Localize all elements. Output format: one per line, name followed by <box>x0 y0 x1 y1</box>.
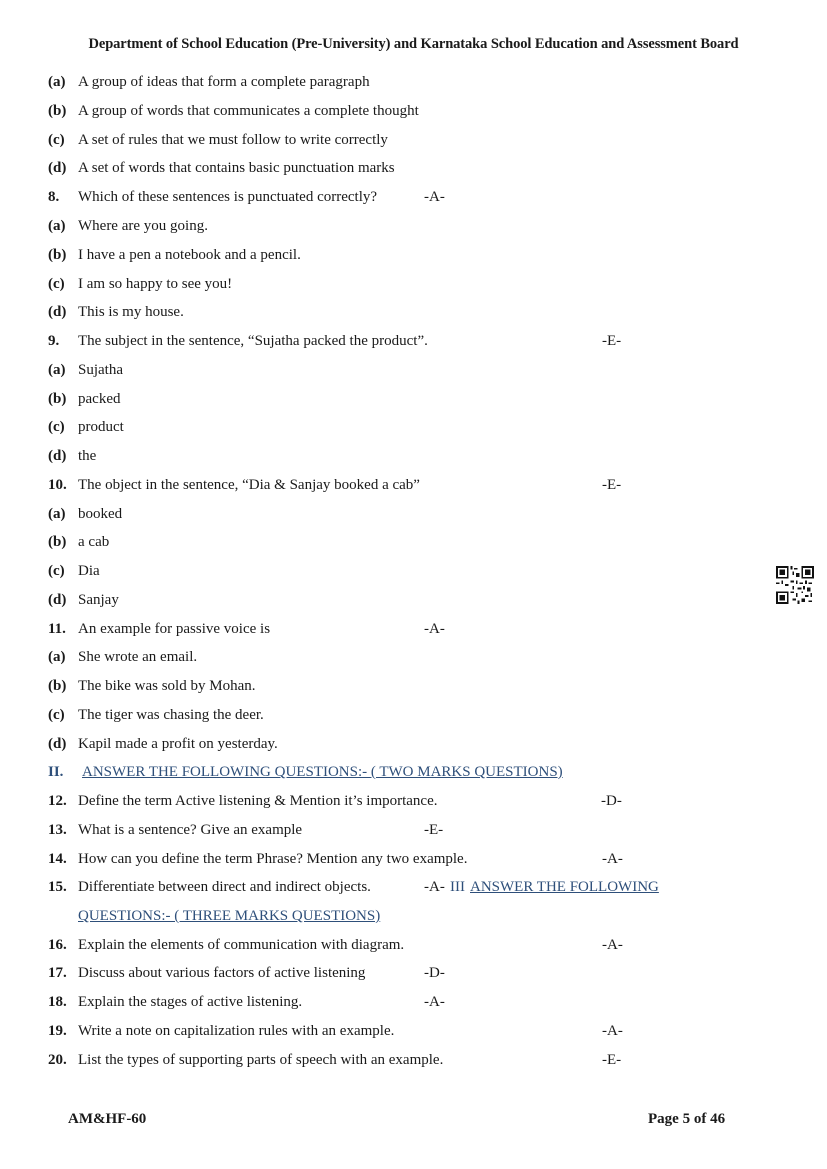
item-number: (a) <box>48 649 66 665</box>
item-number: (a) <box>48 218 66 234</box>
question-number: 12. <box>48 793 67 809</box>
question-number: 18. <box>48 994 67 1010</box>
item-number: (c) <box>48 276 65 292</box>
item-text: A set of words that contains basic punctuation marks <box>78 160 395 176</box>
difficulty-mark: -D- <box>424 965 445 981</box>
item-number: (d) <box>48 736 67 752</box>
item-number: (c) <box>48 132 65 148</box>
item-number: (a) <box>48 506 66 522</box>
qr-code-icon <box>776 566 814 604</box>
item-text: Sujatha <box>78 362 123 378</box>
section-title-link[interactable]: ANSWER THE FOLLOWING QUESTIONS:- ( TWO MARKS QUESTIONS) <box>82 764 563 780</box>
section-title-link[interactable]: ANSWER THE FOLLOWING <box>470 879 659 895</box>
question-text: Define the term Active listening & Mention it’s importance. <box>78 793 438 809</box>
item-text: a cab <box>78 534 110 550</box>
difficulty-mark: -E- <box>602 1052 622 1068</box>
item-text: Kapil made a profit on yesterday. <box>78 736 278 752</box>
difficulty-mark: -A- <box>424 189 445 205</box>
question-text: How can you define the term Phrase? Mention any two example. <box>78 851 468 867</box>
item-number: (b) <box>48 103 67 119</box>
question-text: The subject in the sentence, “Sujatha packed the product”. <box>78 333 428 349</box>
item-number: (d) <box>48 304 67 320</box>
question-number: 8. <box>48 189 60 205</box>
page-number: Page 5 of 46 <box>648 1111 726 1127</box>
section-number: II. <box>48 764 64 780</box>
item-text: A group of words that communicates a complete thought <box>78 103 419 119</box>
item-text: I have a pen a notebook and a pencil. <box>78 247 301 263</box>
item-number: (a) <box>48 74 66 90</box>
difficulty-mark: -A- <box>602 937 623 953</box>
item-number: (a) <box>48 362 66 378</box>
question-text: Write a note on capitalization rules with an example. <box>78 1023 395 1039</box>
difficulty-mark: -A- <box>602 851 623 867</box>
question-number: 17. <box>48 965 67 981</box>
question-text: Explain the stages of active listening. <box>78 994 303 1010</box>
difficulty-mark: -A- <box>424 879 445 895</box>
item-number: (c) <box>48 419 65 435</box>
item-text: packed <box>78 391 121 407</box>
question-text: List the types of supporting parts of speech with an example. <box>78 1052 444 1068</box>
item-number: (d) <box>48 160 67 176</box>
item-number: (c) <box>48 563 65 579</box>
question-text: Which of these sentences is punctuated correctly? <box>78 189 378 205</box>
item-text: She wrote an email. <box>78 649 198 665</box>
item-text: The bike was sold by Mohan. <box>78 678 256 694</box>
difficulty-mark: -E- <box>602 333 622 349</box>
difficulty-mark: -A- <box>424 994 445 1010</box>
question-text: An example for passive voice is <box>78 621 271 637</box>
question-number: 20. <box>48 1052 67 1068</box>
item-text: Sanjay <box>78 592 119 608</box>
item-text: The tiger was chasing the deer. <box>78 707 264 723</box>
item-number: (b) <box>48 678 67 694</box>
item-number: (b) <box>48 534 67 550</box>
item-number: (c) <box>48 707 65 723</box>
item-text: the <box>78 448 97 464</box>
difficulty-mark: -D- <box>601 793 622 809</box>
question-number: 14. <box>48 851 67 867</box>
question-number: 9. <box>48 333 60 349</box>
item-number: (b) <box>48 391 67 407</box>
item-text: product <box>78 419 124 435</box>
question-number: 13. <box>48 822 67 838</box>
difficulty-mark: -A- <box>602 1023 623 1039</box>
item-text: I am so happy to see you! <box>78 276 233 292</box>
item-number: (d) <box>48 592 67 608</box>
question-number: 19. <box>48 1023 67 1039</box>
difficulty-mark: -A- <box>424 621 445 637</box>
question-text: Discuss about various factors of active listening <box>78 965 366 981</box>
question-number: 15. <box>48 879 67 895</box>
page-header: Department of School Education (Pre-University) and Karnataka School Education and Assessment Board <box>88 36 739 52</box>
question-number: 11. <box>48 621 66 637</box>
item-text: Dia <box>78 563 100 579</box>
question-number: 10. <box>48 477 67 493</box>
question-text: What is a sentence? Give an example <box>78 822 303 838</box>
question-text: The object in the sentence, “Dia & Sanjay booked a cab” <box>78 477 420 493</box>
difficulty-mark: -E- <box>424 822 444 838</box>
question-number: 16. <box>48 937 67 953</box>
difficulty-mark: -E- <box>602 477 622 493</box>
footer-code: AM&HF-60 <box>68 1111 147 1127</box>
section-title-link[interactable]: QUESTIONS:- ( THREE MARKS QUESTIONS) <box>78 908 381 924</box>
item-text: booked <box>78 506 123 522</box>
question-text: Explain the elements of communication with diagram. <box>78 937 405 953</box>
item-text: Where are you going. <box>78 218 208 234</box>
item-text: A set of rules that we must follow to write correctly <box>78 132 388 148</box>
item-text: This is my house. <box>78 304 184 320</box>
question-text: Differentiate between direct and indirect objects. <box>78 879 371 895</box>
item-number: (b) <box>48 247 67 263</box>
item-number: (d) <box>48 448 67 464</box>
section-number: III <box>450 879 465 895</box>
item-text: A group of ideas that form a complete paragraph <box>78 74 370 90</box>
